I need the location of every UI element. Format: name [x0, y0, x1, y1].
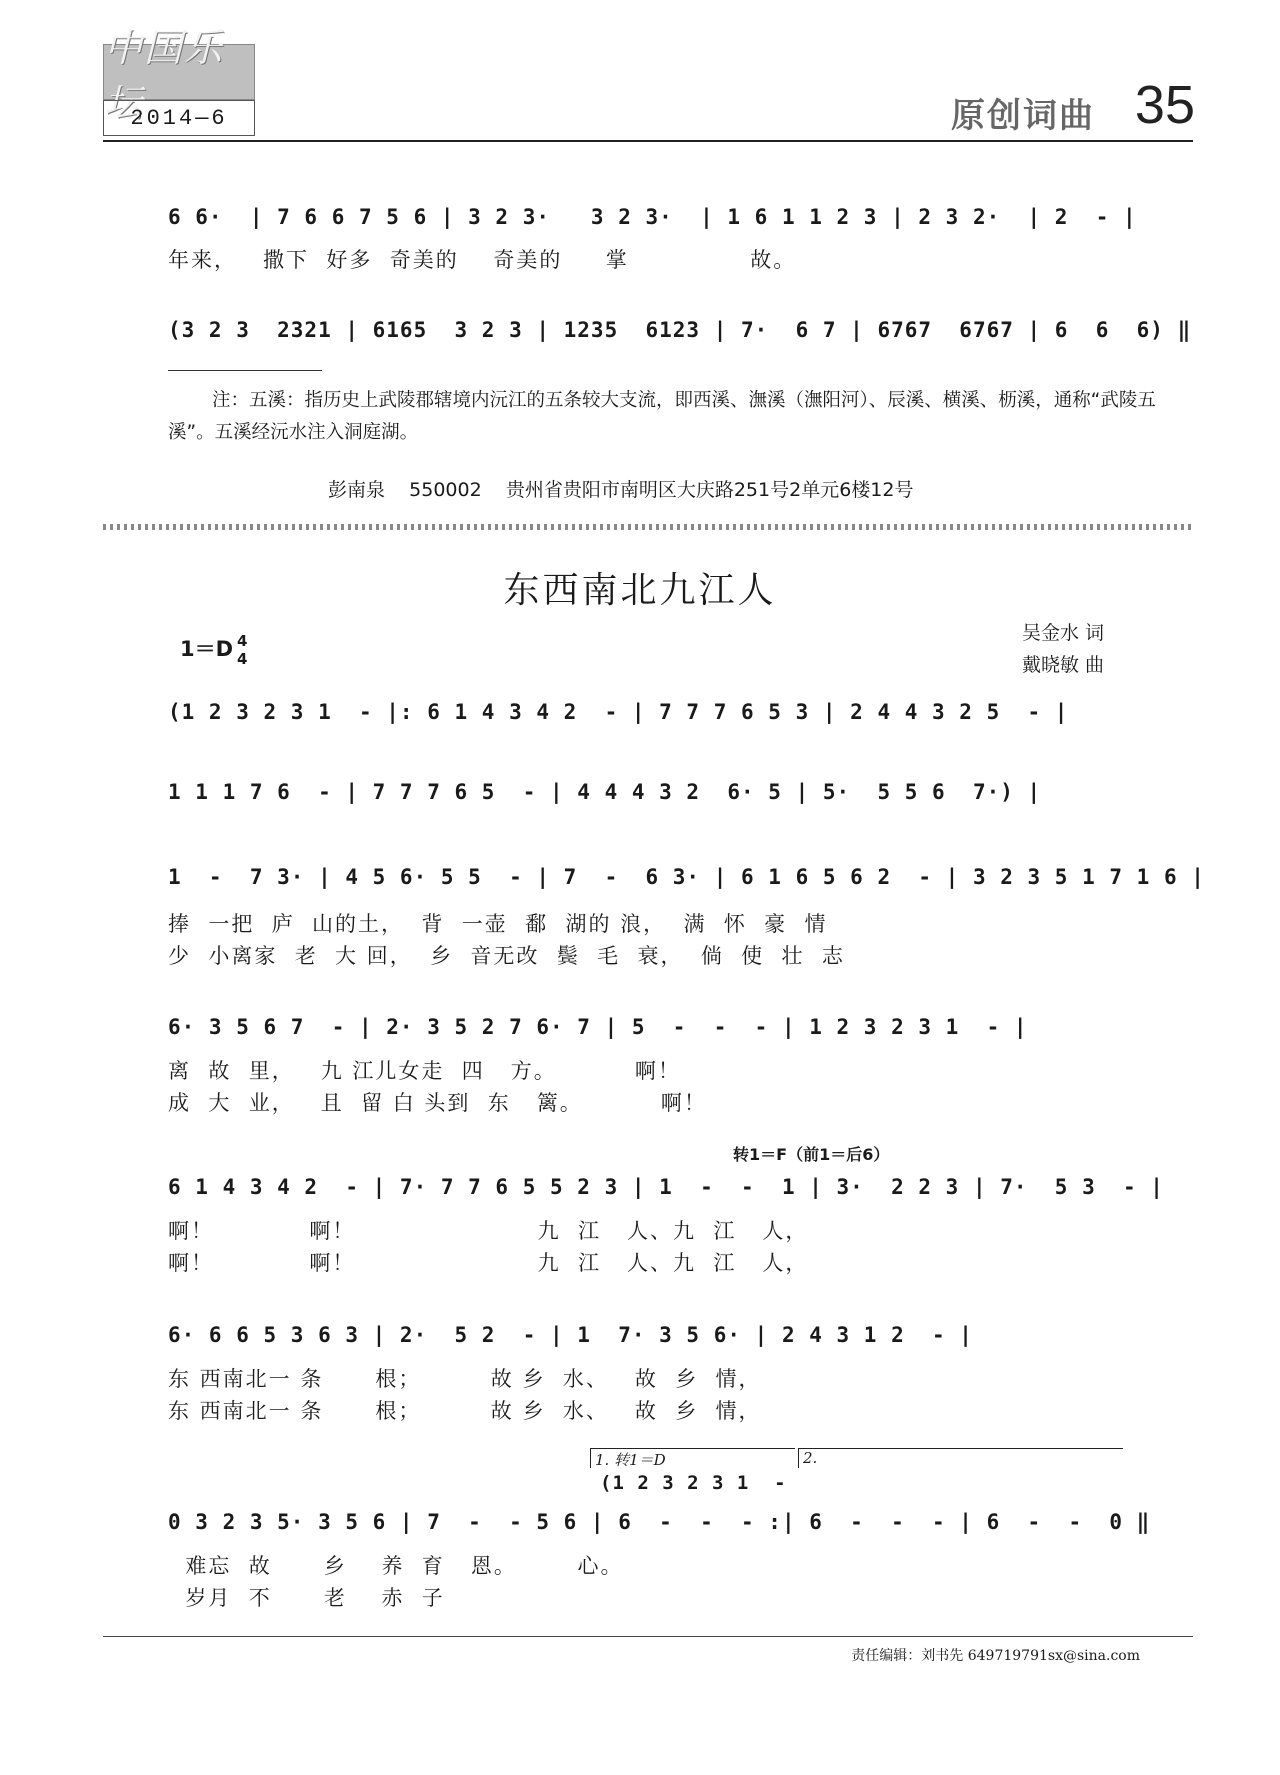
time-signature — [237, 632, 247, 668]
lyric-line-6-verse-2: 东 西南北一 条 根； 故 乡 水、 故 乡 情， — [168, 1399, 762, 1423]
notation-line-6: 6· 6 6 5 3 6 3 | 2· 5 2 - | 1 7· 3 5 6· | 2 4 3 1 2 - | — [168, 1323, 973, 1347]
lyric-line-7-verse-1: 难忘 故 乡 养 育 恩。 心。 — [168, 1554, 624, 1578]
composer: 戴晓敏 曲 — [1022, 654, 1105, 676]
lyric-line-3-verse-1: 捧 一把 庐 山的土， 背 一壶 鄱 湖的 浪， 满 怀 豪 情 — [168, 912, 828, 936]
notation-line-7: 0 3 2 3 5· 3 5 6 | 7 - - 5 6 | 6 - - - :| 6 - - - | 6 - - 0 ‖ — [168, 1510, 1151, 1534]
volta-1: 1. 转1＝D — [590, 1448, 795, 1468]
time-sig-bottom: 4 — [237, 650, 248, 668]
magazine-logo: 中国乐坛 — [103, 44, 255, 100]
key-signature — [180, 632, 247, 668]
section-divider — [103, 524, 1193, 530]
lyric-line-7-verse-2: 岁月 不 老 赤 子 — [168, 1586, 445, 1610]
song-title: 东西南北九江人 — [503, 570, 777, 611]
lyric-line-6-verse-1: 东 西南北一 条 根； 故 乡 水、 故 乡 情， — [168, 1367, 762, 1391]
page-number: 35 — [1134, 75, 1195, 135]
key-label: 1＝D — [180, 637, 234, 661]
notation-line-1: (1 2 3 2 3 1 - |: 6 1 4 3 4 2 - | 7 7 7 6 5 3 | 2 4 4 3 2 5 - | — [168, 700, 1069, 724]
prev-notation-line-1: 6 6· | 7 6 6 7 5 6 | 3 2 3· 3 2 3· | 1 6 1 1 2 3 | 2 3 2· | 2 - | — [168, 205, 1137, 229]
editor-credit: 责任编辑：刘书先 649719791sx@sina.com — [851, 1648, 1140, 1664]
time-sig-top: 4 — [237, 632, 248, 650]
prev-lyric-line-1: 年来， 撒下 好多 奇美的 奇美的 掌 故。 — [168, 248, 797, 272]
lyricist: 吴金水 词 — [1022, 622, 1105, 644]
author-info: 彭南泉 550002 贵州省贵阳市南明区大庆路251号2单元6楼12号 — [328, 479, 914, 501]
lyric-line-4-verse-2: 成 大 业， 且 留 白 头到 东 篱。 啊！ — [168, 1091, 707, 1115]
lyric-line-3-verse-2: 少 小离家 老 大 回， 乡 音无改 鬓 毛 衰， 倘 使 壮 志 — [168, 944, 845, 968]
lyric-line-4-verse-1: 离 故 里， 九 江儿女走 四 方。 啊！ — [168, 1059, 681, 1083]
prev-notation-line-2: (3 2 3 2321 | 6165 3 2 3 | 1235 6123 | 7· 6 7 | 6767 6767 | 6 6 6) ‖ — [168, 318, 1192, 342]
footer-rule — [103, 1636, 1193, 1637]
notation-line-2: 1 1 1 7 6 - | 7 7 7 6 5 - | 4 4 4 3 2 6· 5 | 5· 5 5 6 7·) | — [168, 780, 1042, 804]
notation-line-5: 6 1 4 3 4 2 - | 7· 7 7 6 5 5 2 3 | 1 - - 1 | 3· 2 2 3 | 7· 5 3 - | — [168, 1175, 1164, 1199]
section-title: 原创词曲 — [951, 96, 1095, 136]
volta-1-notation: (1 2 3 2 3 1 - — [600, 1472, 787, 1494]
lyric-line-5-verse-2: 啊！ 啊！ 九 江 人、九 江 人， — [168, 1251, 809, 1275]
issue-label: 2014—6 — [103, 100, 255, 136]
footnote-rule — [168, 370, 322, 371]
lyric-line-5-verse-1: 啊！ 啊！ 九 江 人、九 江 人， — [168, 1219, 809, 1243]
notation-line-3: 1 - 7 3· | 4 5 6· 5 5 - | 7 - 6 3· | 6 1 6 5 6 2 - | 3 2 3 5 1 7 1 6 | — [168, 865, 1205, 889]
modulation-mark: 转1＝F（前1＝后6） — [733, 1145, 890, 1164]
footnote: 注：五溪：指历史上武陵郡辖境内沅江的五条较大支流，即西溪、潕溪（潕阳河）、辰溪、横溪、枥溪，通称“武陵五溪”。五溪经沅水注入洞庭湖。 — [168, 390, 1156, 443]
volta-2: 2. — [798, 1448, 1123, 1468]
header-rule — [103, 140, 1193, 142]
notation-line-4: 6· 3 5 6 7 - | 2· 3 5 2 7 6· 7 | 5 - - - | 1 2 3 2 3 1 - | — [168, 1015, 1028, 1039]
